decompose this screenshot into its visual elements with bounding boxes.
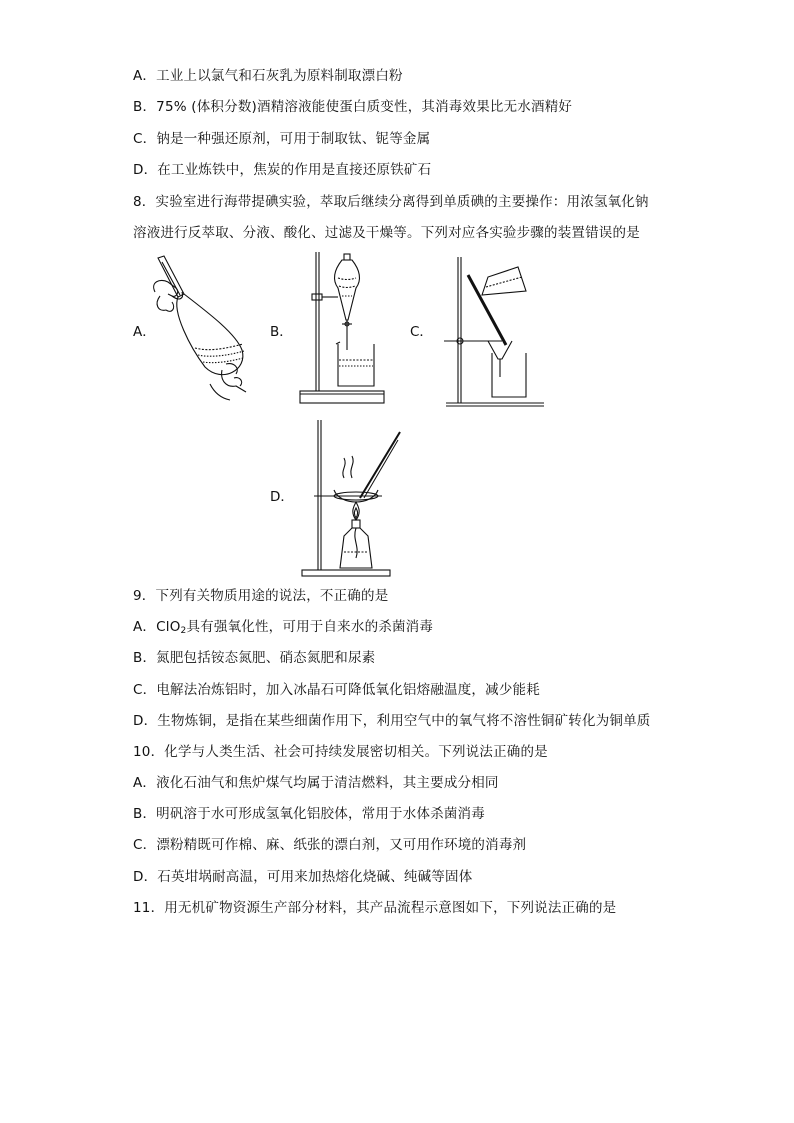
apparatus-d-heating-lamp	[300, 418, 405, 578]
q9-option-a-prefix: A．ClO	[133, 619, 181, 635]
apparatus-a-shaking-funnel	[150, 252, 255, 402]
q7-option-b: B．75% (体积分数)酒精溶液能使蛋白质变性，其消毒效果比无水酒精好	[133, 99, 573, 115]
q10-stem: 10．化学与人类生活、社会可持续发展密切相关。下列说法正确的是	[133, 744, 548, 760]
q8-label-d: D．	[270, 489, 294, 505]
q9-option-c: C．电解法冶炼铝时，加入冰晶石可降低氧化铝熔融温度，减少能耗	[133, 682, 540, 698]
q9-option-a-subscript: 2	[180, 626, 187, 636]
q10-option-b: B．明矾溶于水可形成氢氧化铝胶体，常用于水体杀菌消毒	[133, 806, 485, 822]
q8-label-a: A．	[133, 324, 156, 340]
q10-option-a: A．液化石油气和焦炉煤气均属于清洁燃料，其主要成分相同	[133, 775, 499, 791]
q9-option-a	[133, 618, 433, 640]
q8-stem-line2: 溶液进行反萃取、分液、酸化、过滤及干燥等。下列对应各实验步骤的装置错误的是	[133, 225, 640, 241]
q10-option-d: D．石英坩埚耐高温，可用来加热熔化烧碱、纯碱等固体	[133, 869, 473, 885]
q8-stem-line1: 8．实验室进行海带提碘实验，萃取后继续分离得到单质碘的主要操作：用浓氢氧化钠	[133, 194, 649, 210]
q7-option-a: A．工业上以氯气和石灰乳为原料制取漂白粉	[133, 68, 403, 84]
apparatus-b-separation-stand	[298, 250, 388, 410]
q8-label-c: C．	[410, 324, 433, 340]
q9-option-a-suffix: 具有强氧化性，可用于自来水的杀菌消毒	[186, 619, 434, 635]
q11-stem: 11．用无机矿物资源生产部分材料，其产品流程示意图如下，下列说法正确的是	[133, 900, 617, 916]
q7-option-c: C．钠是一种强还原剂，可用于制取钛、铌等金属	[133, 131, 431, 147]
apparatus-c-pouring-funnel	[440, 255, 550, 410]
q9-option-b: B．氮肥包括铵态氮肥、硝态氮肥和尿素	[133, 650, 376, 666]
q7-option-d: D．在工业炼铁中，焦炭的作用是直接还原铁矿石	[133, 162, 432, 178]
q9-option-d: D．生物炼铜，是指在某些细菌作用下，利用空气中的氧气将不溶性铜矿转化为铜单质	[133, 713, 651, 729]
q9-stem: 9．下列有关物质用途的说法，不正确的是	[133, 588, 389, 604]
q8-label-b: B．	[270, 324, 293, 340]
q10-option-c: C．漂粉精既可作棉、麻、纸张的漂白剂，又可用作环境的消毒剂	[133, 837, 527, 853]
